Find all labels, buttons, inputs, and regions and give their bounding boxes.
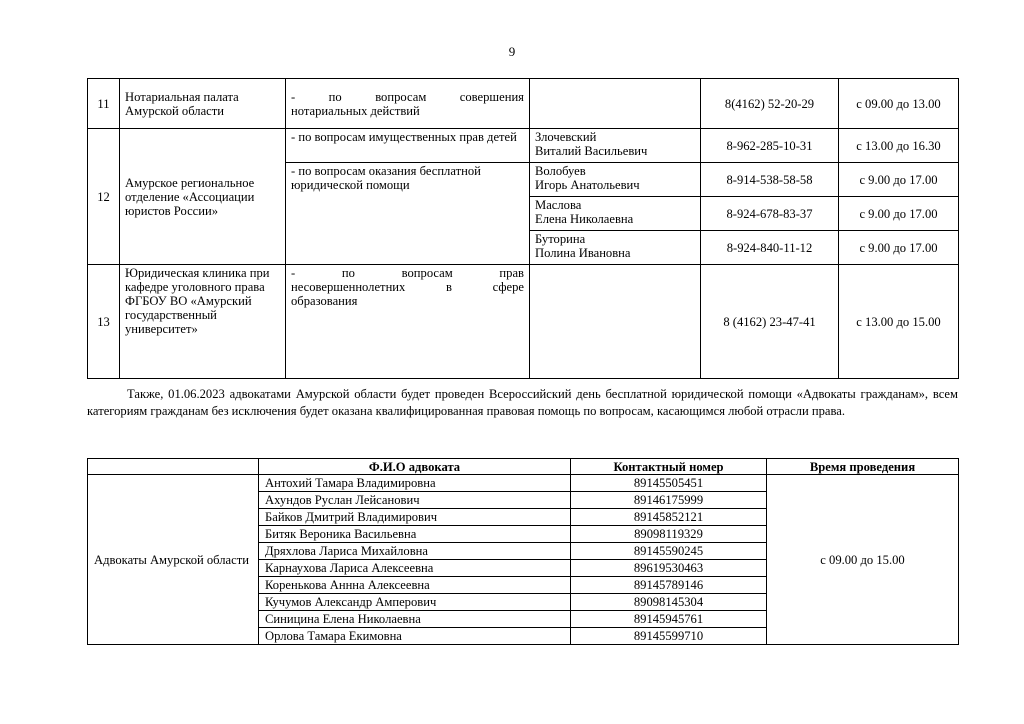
lawyer-name: Карнаухова Лариса Алексеевна: [259, 560, 571, 577]
reception-hours: с 9.00 до 17.00: [839, 231, 959, 265]
consultation-topic: - по вопросам оказания бесплатной юридической помощи: [286, 163, 530, 265]
contact-person: [530, 197, 701, 231]
table-row: [88, 79, 959, 129]
contact-phone: 8-924-678-83-37: [701, 197, 839, 231]
table-header-row: [88, 459, 959, 475]
table-row: [88, 475, 959, 492]
lawyers-group: Адвокаты Амурской области: [88, 475, 259, 645]
lawyer-phone: 89145789146: [571, 577, 767, 594]
header-lawyer-name: Ф.И.О адвоката: [259, 459, 571, 475]
topic-line: - по вопросам прав: [291, 266, 524, 280]
lawyer-phone: 89098145304: [571, 594, 767, 611]
lawyer-phone: 89145599710: [571, 628, 767, 645]
topic-line: образования: [291, 294, 358, 308]
page-number: 9: [508, 44, 516, 59]
contact-person: [530, 129, 701, 163]
contact-person: [530, 231, 701, 265]
row-number: 12: [88, 129, 120, 265]
reception-hours: с 9.00 до 17.00: [839, 197, 959, 231]
topic-line: несовершеннолетних в сфере: [291, 280, 524, 294]
contact-phone: 8(4162) 52-20-29: [701, 79, 839, 129]
row-number: 13: [88, 265, 120, 379]
lawyer-phone: 89145590245: [571, 543, 767, 560]
header-time: Время проведения: [767, 459, 959, 475]
person-given-names: Полина Ивановна: [535, 246, 631, 260]
lawyer-phone: 89619530463: [571, 560, 767, 577]
contact-phone: 8-914-538-58-58: [701, 163, 839, 197]
reception-hours: с 9.00 до 17.00: [839, 163, 959, 197]
lawyer-name: Ахундов Руслан Лейсанович: [259, 492, 571, 509]
announcement-text: Также, 01.06.2023 адвокатами Амурской области будет проведен Всероссийский день бесплатной юридической помощи «Адвокаты гражданам», всем категориям гражданам без исключения будет оказана квалифицированная правовая помощь по вопросам, касающимся любой отрасли права.: [87, 387, 958, 418]
consultation-topic: [286, 265, 530, 379]
topic-line: нотариальных действий: [291, 103, 420, 118]
header-group: [88, 459, 259, 475]
topic-line: - по вопросам совершения: [291, 89, 524, 104]
lawyer-name: Битяк Вероника Васильевна: [259, 526, 571, 543]
person-surname: Волобуев: [535, 164, 586, 178]
lawyer-name: Коренькова Аннна Алексеевна: [259, 577, 571, 594]
lawyer-name: Байков Дмитрий Владимирович: [259, 509, 571, 526]
person-surname: Злочевский: [535, 130, 597, 144]
lawyer-name: Антохий Тамара Владимировна: [259, 475, 571, 492]
contact-phone: 8-962-285-10-31: [701, 129, 839, 163]
consultation-time: с 09.00 до 15.00: [767, 475, 959, 645]
lawyer-phone: 89145945761: [571, 611, 767, 628]
contact-phone: 8 (4162) 23-47-41: [701, 265, 839, 379]
lawyer-name: Орлова Тамара Екимовна: [259, 628, 571, 645]
lawyer-phone: 89145505451: [571, 475, 767, 492]
consultation-topic: [286, 79, 530, 129]
organization-name: Амурское региональное отделение «Ассоциации юристов России»: [120, 129, 286, 265]
contact-person: [530, 163, 701, 197]
lawyer-name: Дряхлова Лариса Михайловна: [259, 543, 571, 560]
announcement-paragraph: [87, 386, 958, 420]
lawyer-name: Кучумов Александр Амперович: [259, 594, 571, 611]
person-given-names: Игорь Анатольевич: [535, 178, 640, 192]
organizations-table: [87, 78, 959, 379]
consultation-topic: - по вопросам имущественных прав детей: [286, 129, 530, 163]
lawyer-phone: 89146175999: [571, 492, 767, 509]
person-given-names: Виталий Васильевич: [535, 144, 648, 158]
lawyer-phone: 89145852121: [571, 509, 767, 526]
table-row: [88, 265, 959, 379]
organization-name: Нотариальная палата Амурской области: [120, 79, 286, 129]
person-surname: Маслова: [535, 198, 582, 212]
reception-hours: с 13.00 до 15.00: [839, 265, 959, 379]
person-surname: Буторина: [535, 232, 586, 246]
lawyer-phone: 89098119329: [571, 526, 767, 543]
row-number: 11: [88, 79, 120, 129]
reception-hours: с 09.00 до 13.00: [839, 79, 959, 129]
lawyers-table: [87, 458, 959, 645]
reception-hours: с 13.00 до 16.30: [839, 129, 959, 163]
contact-person: [530, 265, 701, 379]
contact-phone: 8-924-840-11-12: [701, 231, 839, 265]
header-contact-number: Контактный номер: [571, 459, 767, 475]
table-row: [88, 129, 959, 163]
person-given-names: Елена Николаевна: [535, 212, 634, 226]
contact-person: [530, 79, 701, 129]
lawyer-name: Синицина Елена Николаевна: [259, 611, 571, 628]
organization-name: Юридическая клиника при кафедре уголовного права ФГБОУ ВО «Амурский государственный университет»: [120, 265, 286, 379]
